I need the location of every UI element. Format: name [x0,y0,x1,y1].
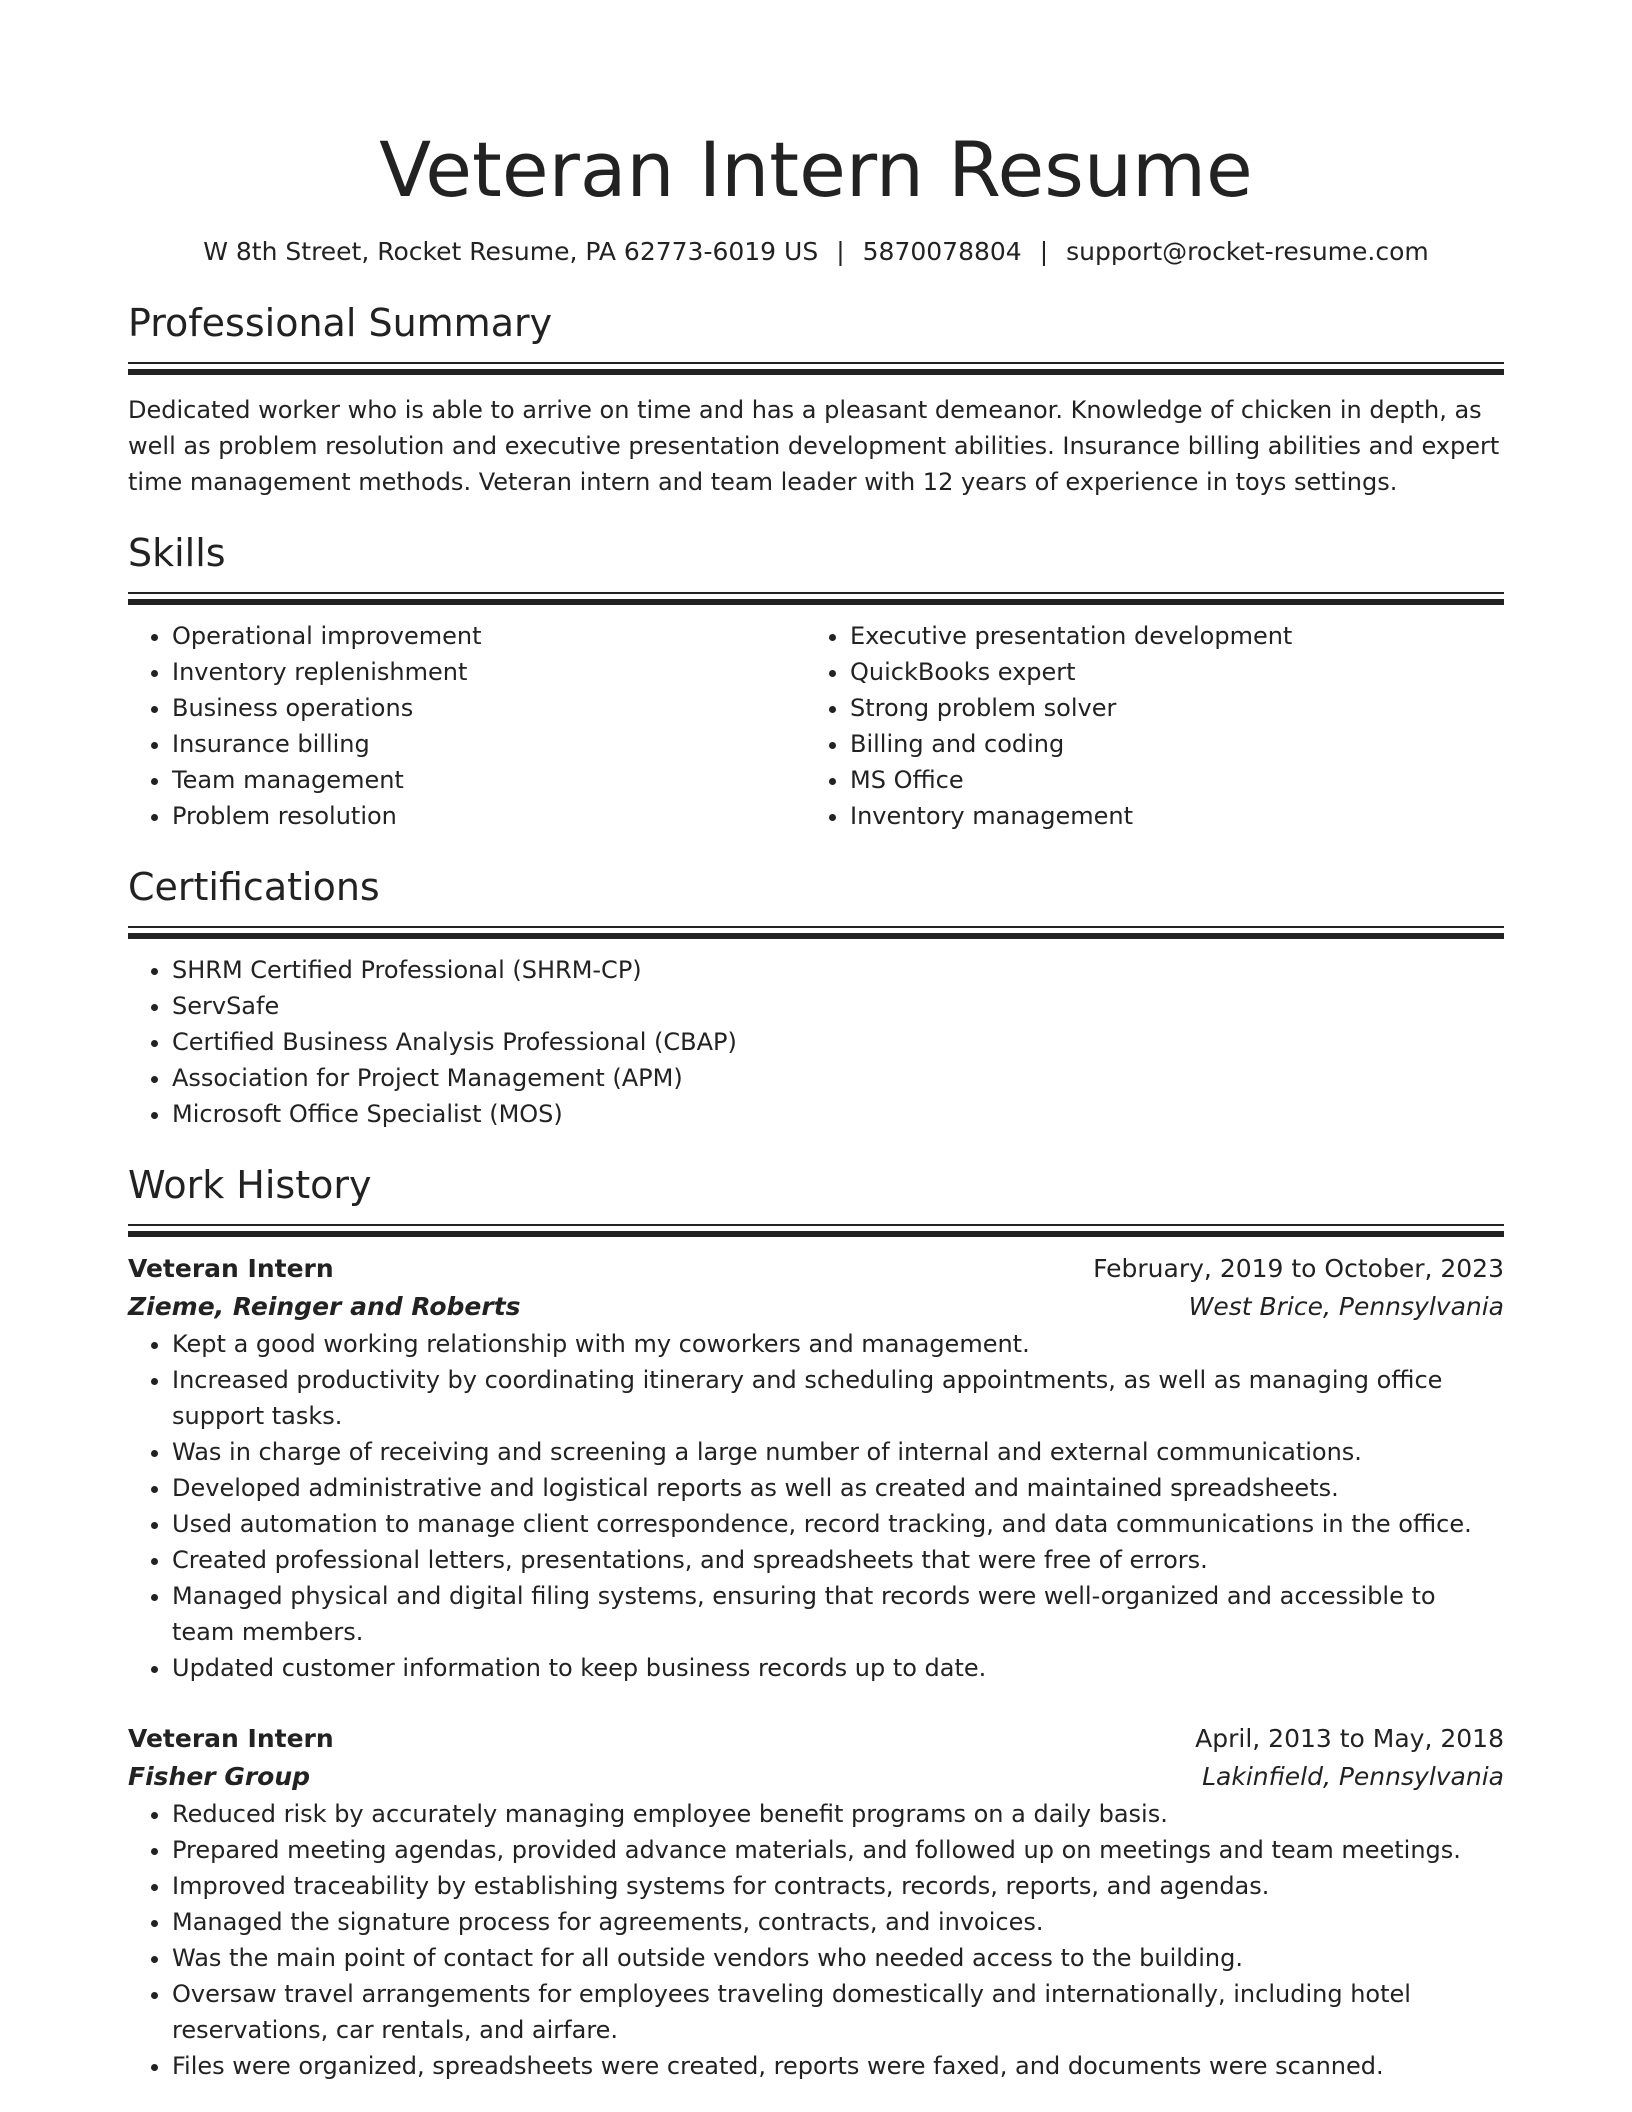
certifications-list [128,952,1504,1132]
job-subheader [128,1758,1504,1796]
job-company: Fisher Group [128,1762,311,1791]
section-heading-work: Work History [128,1163,372,1207]
skill-item: • MS Office [850,762,1484,798]
skills-column-right [806,618,1484,834]
job-title: Veteran Intern [128,1254,334,1283]
job-bullet: • Updated customer information to keep business records up to date. [172,1650,1504,1686]
skill-item: • Insurance billing [172,726,806,762]
job-dates: February, 2019 to October, 2023 [1093,1254,1504,1283]
skill-item: • Team management [172,762,806,798]
job-bullet: • Developed administrative and logistical reports as well as created and maintained spreadsheets. [172,1470,1504,1506]
skill-item: • Business operations [172,690,806,726]
certification-item: • Microsoft Office Specialist (MOS) [172,1096,1504,1132]
certification-item: • SHRM Certified Professional (SHRM-CP) [172,952,1504,988]
resume-title: Veteran Intern Resume [379,125,1253,214]
contact-line [128,234,1504,270]
job-entry [128,1250,1504,1686]
job-bullet: • Oversaw travel arrangements for employees traveling domestically and internationally, including hotel reservations, car rentals, and airfare. [172,1976,1504,2048]
skills-section [128,528,1504,834]
certifications-section [128,862,1504,1132]
contact-separator: | [836,237,845,266]
skill-item: • Strong problem solver [850,690,1484,726]
job-bullet: • Created professional letters, presentations, and spreadsheets that were free of errors. [172,1542,1504,1578]
job-entry [128,1720,1504,2084]
job-bullet: • Increased productivity by coordinating itinerary and scheduling appointments, as well as managing office support tasks. [172,1362,1504,1434]
job-bullet: • Used automation to manage client correspondence, record tracking, and data communications in the office. [172,1506,1504,1542]
job-bullet: • Was the main point of contact for all outside vendors who needed access to the building. [172,1940,1504,1976]
job-header [128,1720,1504,1758]
skills-column-left [128,618,806,834]
section-divider [128,592,1504,606]
job-dates: April, 2013 to May, 2018 [1195,1724,1504,1753]
job-bullet: • Kept a good working relationship with my coworkers and management. [172,1326,1504,1362]
job-bullets [128,1796,1504,2084]
skills-grid [128,618,1504,834]
job-bullet: • Improved traceability by establishing systems for contracts, records, reports, and agendas. [172,1868,1504,1904]
contact-separator: | [1039,237,1049,266]
job-bullet: • Managed physical and digital filing systems, ensuring that records were well-organized and accessible to team members. [172,1578,1504,1650]
job-location: Lakinfield, Pennsylvania [1202,1762,1504,1791]
resume-page [128,0,1504,2084]
job-company: Zieme, Reinger and Roberts [128,1292,521,1321]
contact-phone: 5870078804 [862,237,1022,266]
contact-address: W 8th Street, Rocket Resume, PA 62773-6019 US [203,237,819,266]
skill-item: • Operational improvement [172,618,806,654]
skill-item: • QuickBooks expert [850,654,1484,690]
skills-list-left [128,618,806,834]
job-title: Veteran Intern [128,1724,334,1753]
skill-item: • Inventory management [850,798,1484,834]
job-location: West Brice, Pennsylvania [1188,1292,1504,1321]
job-header [128,1250,1504,1288]
section-divider [128,1224,1504,1238]
job-bullet: • Managed the signature process for agreements, contracts, and invoices. [172,1904,1504,1940]
section-heading-summary: Professional Summary [128,301,553,345]
certification-item: • Association for Project Management (APM) [172,1060,1504,1096]
skill-item: • Billing and coding [850,726,1484,762]
section-divider [128,926,1504,940]
job-bullet: • Was in charge of receiving and screening a large number of internal and external communications. [172,1434,1504,1470]
work-history-section [128,1160,1504,2084]
summary-section [128,298,1504,500]
job-subheader [128,1288,1504,1326]
skill-item: • Problem resolution [172,798,806,834]
skill-item: • Inventory replenishment [172,654,806,690]
certification-item: • ServSafe [172,988,1504,1024]
section-divider [128,362,1504,376]
summary-text: Dedicated worker who is able to arrive on time and has a pleasant demeanor. Knowledge of chicken in depth, as well as problem resolution and executive presentation development abilities. Insurance billing abilities and expert time management methods. Veteran intern and team leader with 12 years of experience in toys settings. [128,396,1500,496]
job-bullets [128,1326,1504,1686]
section-heading-skills: Skills [128,531,226,575]
job-bullet: • Reduced risk by accurately managing employee benefit programs on a daily basis. [172,1796,1504,1832]
job-bullet: • Files were organized, spreadsheets were created, reports were faxed, and documents were scanned. [172,2048,1504,2084]
job-bullet: • Prepared meeting agendas, provided advance materials, and followed up on meetings and team meetings. [172,1832,1504,1868]
certification-item: • Certified Business Analysis Professional (CBAP) [172,1024,1504,1060]
skills-list-right [806,618,1484,834]
contact-email[interactable]: support@rocket-resume.com [1066,237,1429,266]
section-heading-certifications: Certifications [128,865,380,909]
skill-item: • Executive presentation development [850,618,1484,654]
